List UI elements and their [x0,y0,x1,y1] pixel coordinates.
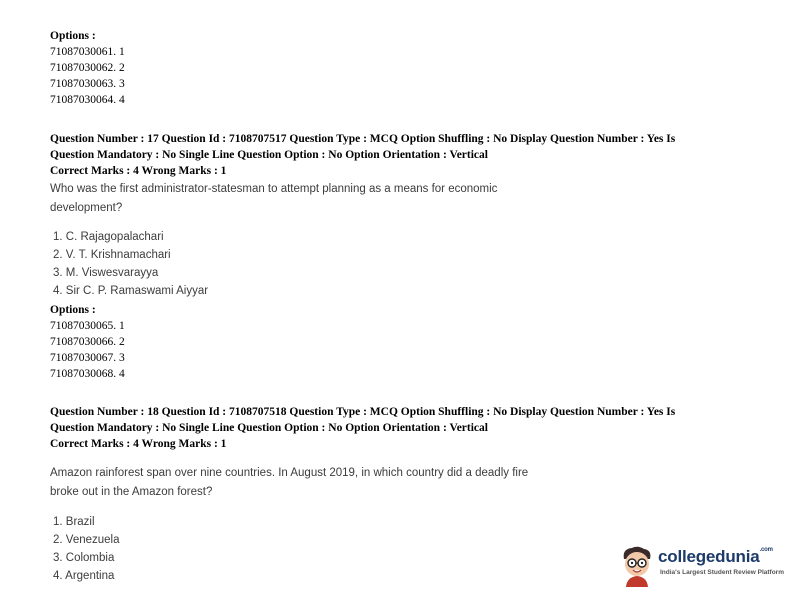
logo-wordmark [658,547,773,567]
option-id: 71087030067. 3 [50,352,125,364]
choice-item: 2. Venezuela [53,534,120,546]
question-17-meta [50,131,750,179]
question-meta-line: Question Mandatory : No Single Line Question Option : No Option Orientation : Vertical [50,422,488,434]
choice-item: 4. Argentina [53,570,115,582]
logo-name: collegedunia [658,547,760,566]
option-id-list [50,44,125,108]
question-text-line: Who was the first administrator-statesman to attempt planning as a means for economic [50,183,498,195]
option-id: 71087030068. 4 [50,368,125,380]
choice-item: 1. C. Rajagopalachari [53,231,164,243]
option-id: 71087030065. 1 [50,320,125,332]
question-text-line: Amazon rainforest span over nine countries. In August 2019, in which country did a deadly fire [50,467,529,479]
question-meta-line: Question Number : 18 Question Id : 7108707518 Question Type : MCQ Option Shuffling : No Display Question Number : Yes Is [50,406,676,418]
question-18-text [50,464,528,502]
option-id: 71087030063. 3 [50,78,125,90]
question-text-line: development? [50,202,123,214]
option-id: 71087030066. 2 [50,336,125,348]
question-17-choices [53,228,208,300]
question-marks: Correct Marks : 4 Wrong Marks : 1 [50,165,227,177]
choice-item: 4. Sir C. P. Ramaswami Aiyyar [53,285,209,297]
question-18-choices [53,513,120,585]
option-id-list [50,318,125,382]
option-id: 71087030064. 4 [50,94,125,106]
collegedunia-logo [618,543,784,589]
question-meta-line: Question Number : 17 Question Id : 7108707517 Question Type : MCQ Option Shuffling : No Display Question Number : Yes Is [50,133,676,145]
choice-item: 1. Brazil [53,516,95,528]
question-marks: Correct Marks : 4 Wrong Marks : 1 [50,438,227,450]
question-text-line: broke out in the Amazon forest? [50,486,213,498]
choice-item: 3. Colombia [53,552,115,564]
options-label: Options : [50,304,96,316]
question-meta-line: Question Mandatory : No Single Line Question Option : No Option Orientation : Vertical [50,149,488,161]
options-label: Options : [50,30,96,42]
option-id: 71087030062. 2 [50,62,125,74]
question-18-meta [50,404,750,452]
logo-tld: .com [759,547,773,553]
mascot-icon [618,545,656,587]
choice-item: 2. V. T. Krishnamachari [53,249,171,261]
logo-tagline: India's Largest Student Review Platform [660,569,784,576]
question-17-text [50,180,497,218]
option-id: 71087030061. 1 [50,46,125,58]
choice-item: 3. M. Viswesvarayya [53,267,159,279]
